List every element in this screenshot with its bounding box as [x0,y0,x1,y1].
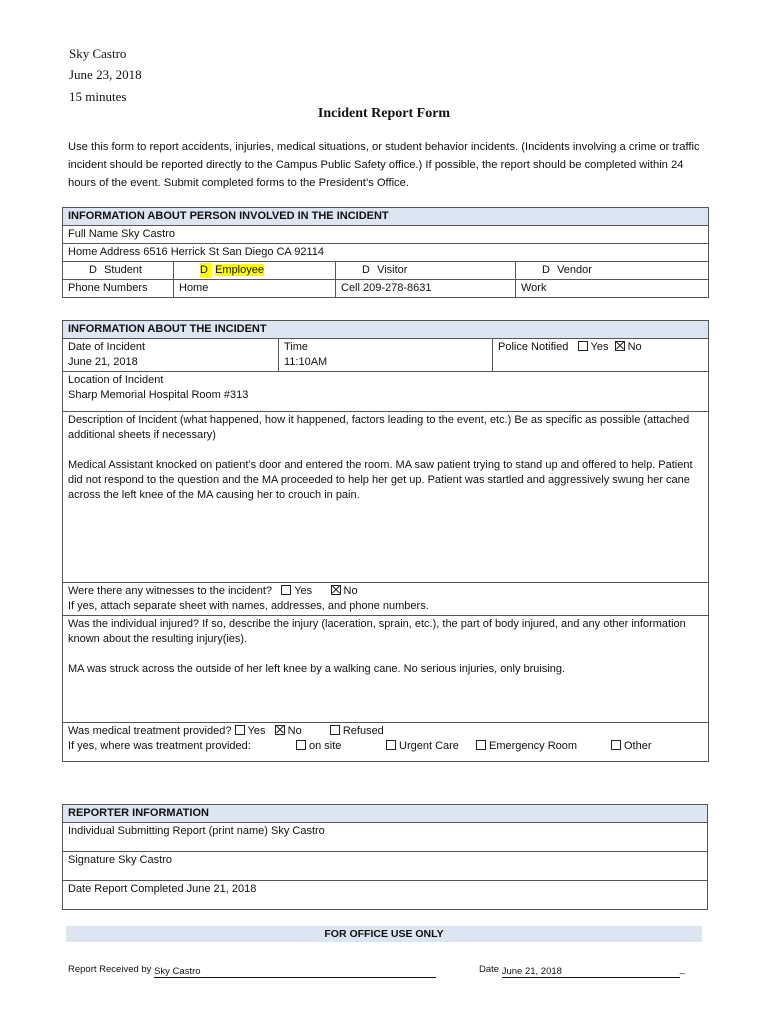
checkbox-icon [476,740,486,750]
office-use-header: FOR OFFICE USE ONLY [66,926,702,942]
page-title: Incident Report Form [317,106,451,121]
police-no-option[interactable]: No [615,341,642,353]
office-date-field[interactable]: June 21, 2018 [502,966,680,978]
treatment-refused-option[interactable]: Refused [330,725,384,737]
type-visitor[interactable]: D Visitor [336,262,516,280]
home-address-field[interactable]: Home Address 6516 Herrick St San Diego CA 92114 [63,244,709,262]
checkbox-icon [578,341,588,351]
cell-phone-field[interactable]: Cell 209-278-8631 [336,280,516,298]
incident-section-header: INFORMATION ABOUT THE INCIDENT [63,321,709,339]
incident-date-value: June 21, 2018 [68,356,138,368]
checked-box-icon [615,341,625,351]
type-marker: D [89,264,97,276]
police-label: Police Notified [498,341,569,353]
checkbox-icon [296,740,306,750]
incident-date-cell[interactable] [63,339,279,372]
checkbox-icon [330,725,340,735]
received-label: Report Received by [68,964,152,975]
received-by-field[interactable]: Sky Castro [154,966,436,978]
treatment-question: Was medical treatment provided? [68,725,232,737]
treatment-yes-option[interactable]: Yes [235,725,266,737]
signature-field[interactable]: Signature Sky Castro [63,852,708,881]
description-cell[interactable] [63,412,709,583]
type-marker: D [362,264,370,276]
witness-question: Were there any witnesses to the incident? [68,585,273,597]
witness-yes-option[interactable]: Yes [281,585,312,597]
police-notified-cell [493,339,709,372]
report-received-line [68,964,436,978]
description-text: Medical Assistant knocked on patient’s door and entered the room. MA saw patient trying to stand up and offered to help. Patient did not respond to the question and the MA proceeded to help her get up. Patient was startled and aggressively swung her cane across the left knee of the MA causing her to crouch in pain. [68,459,693,501]
checkbox-icon [281,585,291,595]
office-date-label: Date [479,964,500,975]
incident-time-label: Time [284,341,309,353]
witness-no-option[interactable]: No [331,585,358,597]
injury-text: MA was struck across the outside of her left knee by a walking cane. No serious injuries, only bruising. [68,663,566,675]
phone-label: Phone Numbers [63,280,174,298]
checked-box-icon [331,585,341,595]
type-employee[interactable]: D Employee [174,262,336,280]
full-name-field[interactable]: Full Name Sky Castro [63,226,709,244]
person-section-header: INFORMATION ABOUT PERSON INVOLVED IN THE INCIDENT [63,208,709,226]
checkbox-icon [235,725,245,735]
work-phone-field[interactable]: Work [516,280,709,298]
office-date-line [479,964,685,978]
treatment-cell [63,723,709,762]
type-marker-selected: D [200,263,212,278]
location-value: Sharp Memorial Hospital Room #313 [68,389,249,401]
treatment-onsite-option[interactable]: on site [296,739,341,754]
treatment-other-option[interactable]: Other [611,739,652,754]
reporter-section-header: REPORTER INFORMATION [63,805,708,823]
police-yes-option[interactable]: Yes [578,341,609,353]
type-student[interactable]: D Student [63,262,174,280]
submitter-field[interactable]: Individual Submitting Report (print name) Sky Castro [63,823,708,852]
incident-time-value: 11:10AM [284,356,328,368]
person-table [62,207,709,298]
reporter-table [62,804,708,910]
treatment-no-option[interactable]: No [275,725,302,737]
checkbox-icon [386,740,396,750]
type-marker: D [542,264,550,276]
checked-box-icon [275,725,285,735]
intro-paragraph: Use this form to report accidents, injuries, medical situations, or student behavior incidents. (Incidents involving a crime or traffic incident should be reported directly to the Campus Public Safety office.) If possible, the report should be completed within 24 hours of the event. Submit completed forms to the President’s Office. [68,141,700,189]
treatment-emergency-room-option[interactable]: Emergency Room [476,739,577,754]
description-label: Description of Incident (what happened, how it happened, factors leading to the event, etc.) Be as specific as possible (attached additional sheets if necessary) [68,414,690,441]
incident-table [62,320,709,762]
date-completed-field[interactable]: Date Report Completed June 21, 2018 [63,881,708,910]
checkbox-icon [611,740,621,750]
header-date: June 23, 2018 [69,67,142,82]
location-cell[interactable] [63,372,709,412]
type-vendor[interactable]: D Vendor [516,262,709,280]
injury-question: Was the individual injured? If so, describe the injury (laceration, sprain, etc.), the part of body injured, and any other information known about the resulting injury(ies). [68,618,686,645]
home-phone-field[interactable]: Home [174,280,336,298]
treatment-urgent-care-option[interactable]: Urgent Care [386,739,459,754]
witness-note: If yes, attach separate sheet with names, addresses, and phone numbers. [68,600,429,612]
incident-date-label: Date of Incident [68,341,146,353]
treatment-where-label: If yes, where was treatment provided: [68,740,251,752]
header-duration: 15 minutes [69,89,127,104]
incident-time-cell[interactable] [279,339,493,372]
witness-cell [63,583,709,616]
location-label: Location of Incident [68,374,164,386]
office-date-trailing: _ [679,964,686,975]
injury-cell[interactable] [63,616,709,723]
header-name: Sky Castro [69,46,127,61]
